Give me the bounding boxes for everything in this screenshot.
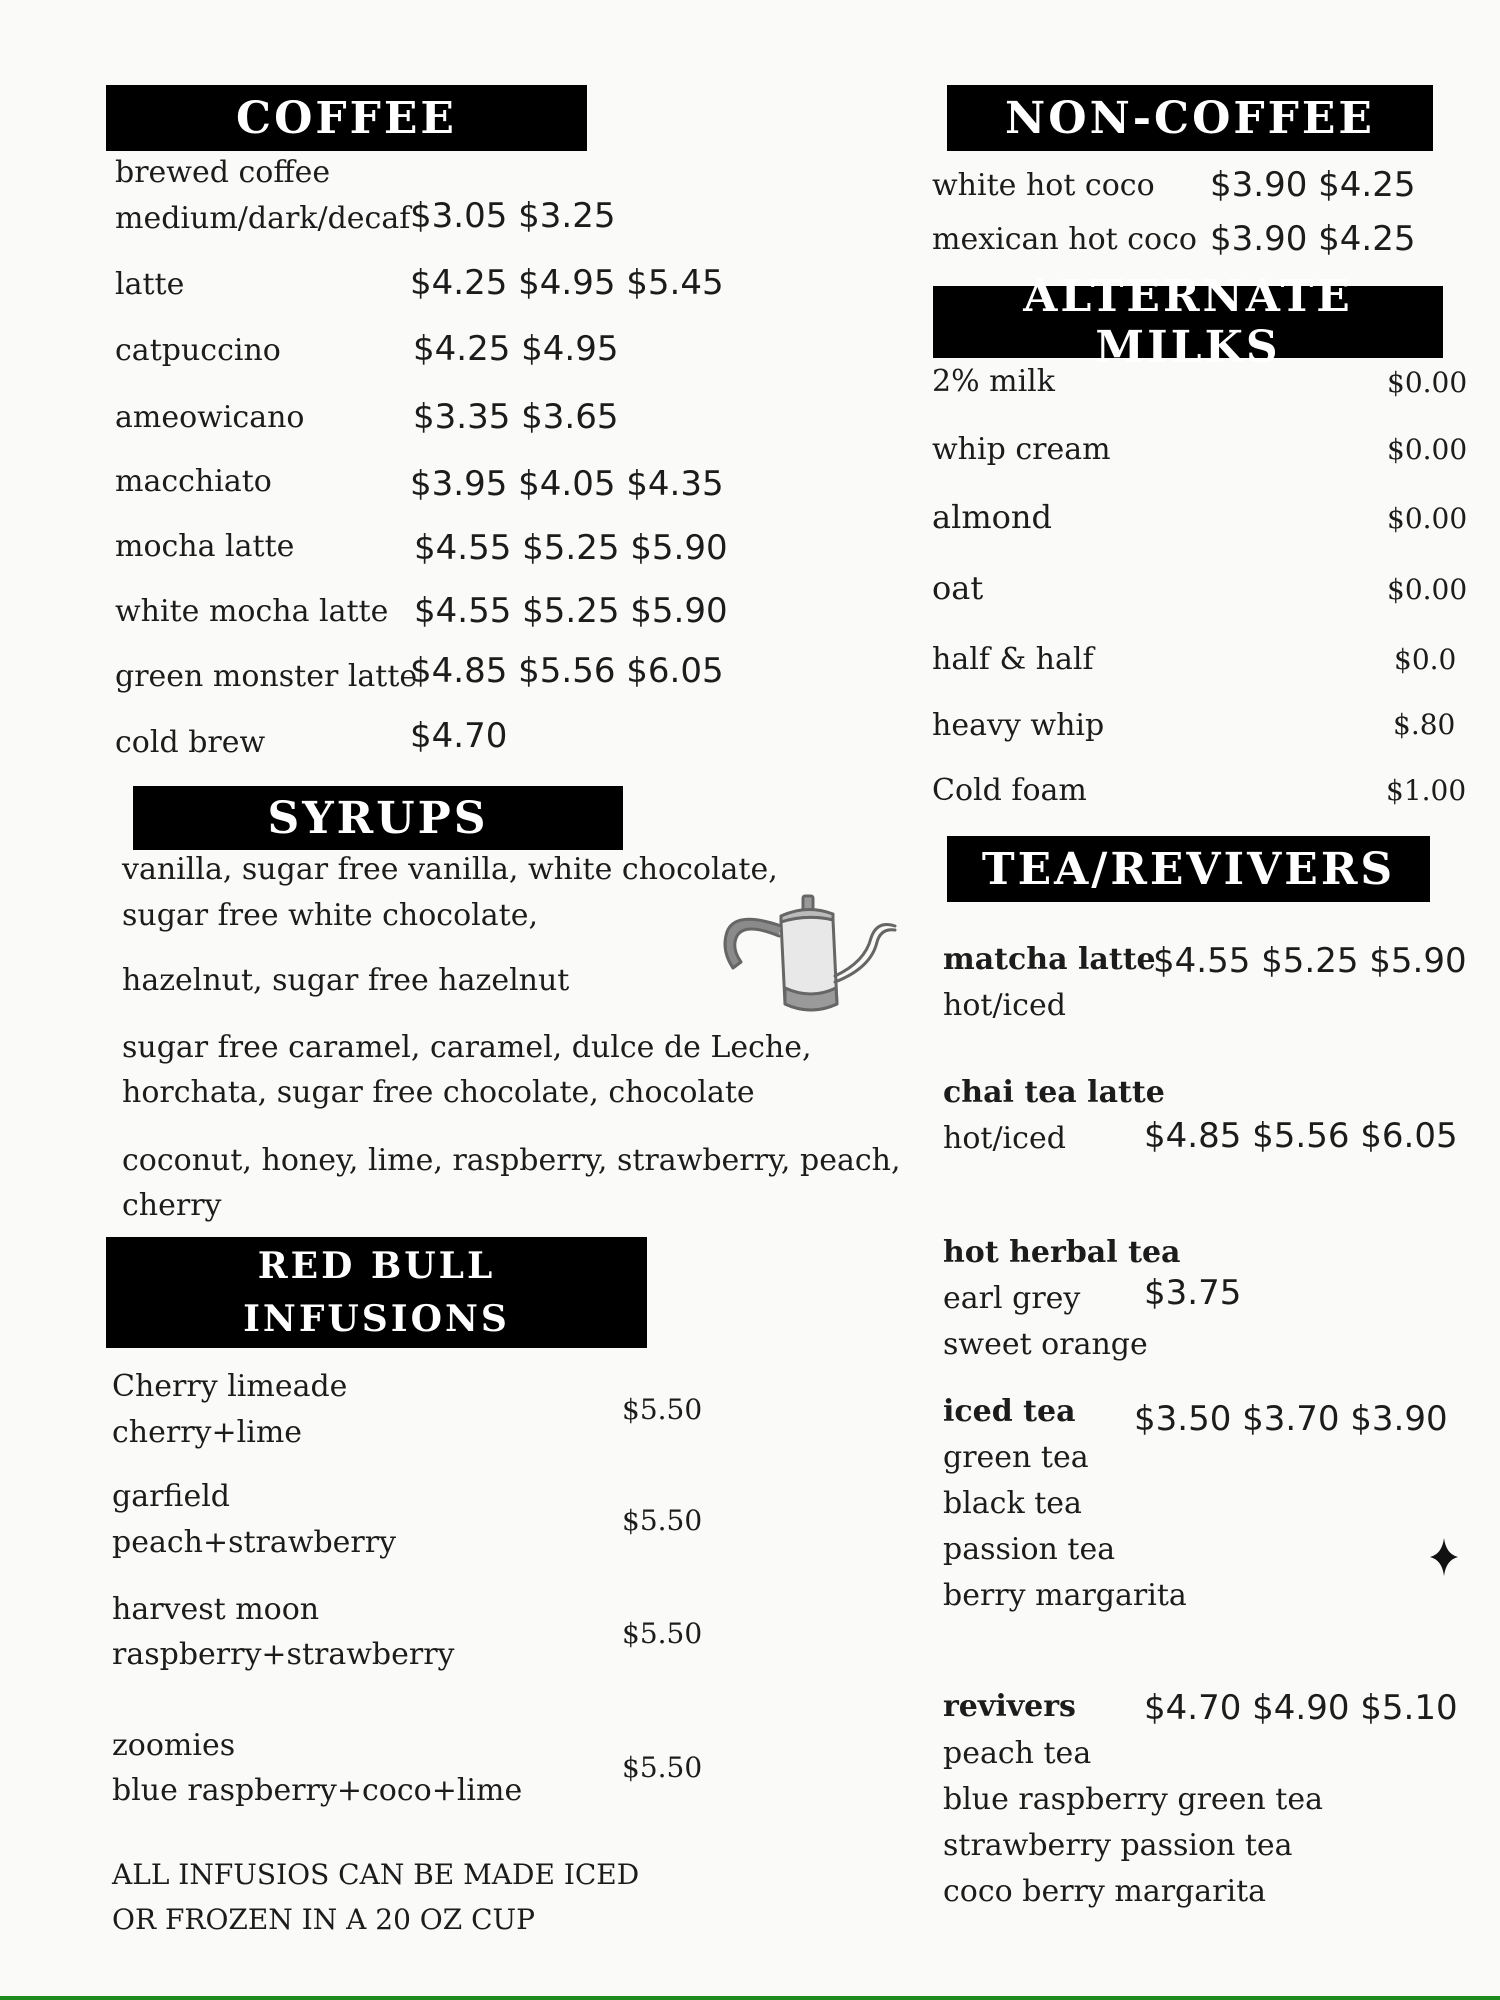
- coffee-item-prices: $4.70: [410, 716, 508, 756]
- milk-item-name: oat: [932, 569, 984, 607]
- coffee-item-name: mocha latte: [115, 529, 295, 564]
- tea-item-name: matcha latte: [943, 942, 1156, 977]
- coffee-item-prices: $4.85 $5.56 $6.05: [410, 651, 724, 691]
- coffee-item-name: latte: [115, 267, 185, 302]
- coffee-item-name: green monster latte: [115, 659, 418, 694]
- tea-item-detail: hot/iced: [943, 1121, 1066, 1156]
- milk-item-price: $1.00: [1386, 774, 1467, 807]
- tea-flavor: berry margarita: [943, 1578, 1187, 1613]
- coffee-item-prices: $4.55 $5.25 $5.90: [414, 591, 728, 631]
- tea-title: TEA/REVIVERS: [981, 843, 1396, 895]
- tea-item-prices: $4.70 $4.90 $5.10: [1144, 1688, 1458, 1728]
- noncoffee-item-name: white hot coco: [932, 168, 1155, 203]
- redbull-title-line1: RED BULL: [257, 1245, 496, 1288]
- milk-item-price: $0.00: [1387, 573, 1468, 606]
- redbull-item-name: harvest moon: [112, 1592, 320, 1627]
- syrups-title: SYRUPS: [267, 792, 489, 844]
- tea-flavor: blue raspberry green tea: [943, 1782, 1323, 1817]
- redbull-item-detail: cherry+lime: [112, 1415, 303, 1450]
- redbull-note-line1: ALL INFUSIOS CAN BE MADE ICED: [112, 1858, 640, 1891]
- milk-item-name: almond: [932, 498, 1053, 536]
- noncoffee-item-prices: $3.90 $4.25: [1210, 165, 1416, 205]
- tea-flavor: peach tea: [943, 1736, 1092, 1771]
- coffee-item-name: macchiato: [115, 464, 272, 499]
- coffee-item-name: medium/dark/decaf: [115, 201, 411, 236]
- milk-item-price: $0.00: [1387, 433, 1468, 466]
- bottom-border: [0, 1996, 1500, 2000]
- redbull-heading: [106, 1237, 647, 1348]
- tea-flavor: passion tea: [943, 1532, 1116, 1567]
- noncoffee-item-prices: $3.90 $4.25: [1210, 219, 1416, 259]
- coffee-item-name: catpuccino: [115, 333, 281, 368]
- coffee-item-prices: $3.35 $3.65: [413, 397, 619, 437]
- milk-item-name: heavy whip: [932, 708, 1105, 743]
- coffee-item-name: white mocha latte: [115, 594, 389, 629]
- coffee-title: COFFEE: [236, 92, 457, 144]
- tea-flavor: black tea: [943, 1486, 1082, 1521]
- tea-flavor: sweet orange: [943, 1327, 1148, 1362]
- redbull-item-price: $5.50: [622, 1751, 703, 1784]
- milk-item-name: 2% milk: [932, 364, 1055, 399]
- tea-item-name: chai tea latte: [943, 1075, 1165, 1110]
- tea-item-name: hot herbal tea: [943, 1235, 1181, 1270]
- tea-item-prices: $4.85 $5.56 $6.05: [1144, 1116, 1458, 1156]
- redbull-title-line2: INFUSIONS: [243, 1297, 510, 1340]
- redbull-item-price: $5.50: [622, 1617, 703, 1650]
- coffee-heading: [106, 85, 587, 151]
- coffee-item-name: cold brew: [115, 725, 266, 760]
- coffee-item-prices: $4.25 $4.95 $5.45: [410, 263, 724, 303]
- milks-heading: [933, 271, 1443, 373]
- tea-flavor: strawberry passion tea: [943, 1828, 1293, 1863]
- syrup-line: horchata, sugar free chocolate, chocolate: [122, 1075, 755, 1110]
- gooseneck-kettle-icon: [715, 892, 900, 1032]
- tea-item-prices: $4.55 $5.25 $5.90: [1153, 941, 1467, 981]
- redbull-item-detail: peach+strawberry: [112, 1525, 397, 1560]
- redbull-item-name: garfield: [112, 1479, 230, 1514]
- redbull-item-name: zoomies: [112, 1728, 236, 1763]
- redbull-item-price: $5.50: [622, 1504, 703, 1537]
- tea-item-name: iced tea: [943, 1394, 1076, 1429]
- milk-item-name: Cold foam: [932, 773, 1087, 808]
- syrup-line: hazelnut, sugar free hazelnut: [122, 963, 570, 998]
- coffee-item-name: brewed coffee: [115, 155, 331, 190]
- coffee-item-prices: $4.25 $4.95: [413, 329, 619, 369]
- syrup-line: cherry: [122, 1188, 222, 1223]
- redbull-item-name: Cherry limeade: [112, 1369, 348, 1404]
- milk-item-name: half & half: [932, 642, 1094, 677]
- tea-item-prices: $3.50 $3.70 $3.90: [1134, 1399, 1448, 1439]
- sparkle-icon: [1430, 1538, 1458, 1576]
- coffee-item-prices: $3.95 $4.05 $4.35: [410, 464, 724, 504]
- tea-flavor: earl grey: [943, 1281, 1081, 1316]
- milk-item-price: $0.00: [1387, 502, 1468, 535]
- syrup-line: coconut, honey, lime, raspberry, strawberry, peach,: [122, 1143, 901, 1178]
- coffee-item-prices: $4.55 $5.25 $5.90: [414, 528, 728, 568]
- noncoffee-title: NON-COFFEE: [1005, 92, 1375, 144]
- syrup-line: sugar free caramel, caramel, dulce de Leche,: [122, 1030, 812, 1065]
- redbull-item-detail: raspberry+strawberry: [112, 1637, 455, 1672]
- noncoffee-heading: [947, 85, 1433, 151]
- tea-flavor: green tea: [943, 1440, 1089, 1475]
- syrups-heading: [133, 786, 623, 850]
- noncoffee-item-name: mexican hot coco: [932, 222, 1197, 257]
- redbull-note-line2: OR FROZEN IN A 20 OZ CUP: [112, 1903, 535, 1936]
- tea-item-detail: hot/iced: [943, 988, 1066, 1023]
- redbull-item-detail: blue raspberry+coco+lime: [112, 1773, 523, 1808]
- coffee-item-prices: $3.05 $3.25: [410, 196, 616, 236]
- tea-heading: [947, 836, 1430, 902]
- syrup-line: vanilla, sugar free vanilla, white chocolate,: [122, 852, 778, 887]
- tea-item-name: revivers: [943, 1689, 1076, 1724]
- tea-item-prices: $3.75: [1144, 1273, 1242, 1313]
- coffee-item-name: ameowicano: [115, 400, 305, 435]
- milk-item-price: $.80: [1393, 708, 1456, 741]
- milks-title: ALTERNATE MILKS: [1023, 271, 1353, 373]
- syrup-line: sugar free white chocolate,: [122, 898, 538, 933]
- redbull-item-price: $5.50: [622, 1393, 703, 1426]
- tea-flavor: coco berry margarita: [943, 1874, 1267, 1909]
- milk-item-name: whip cream: [932, 432, 1111, 467]
- milk-item-price: $0.00: [1387, 366, 1468, 399]
- milk-item-price: $0.0: [1394, 643, 1457, 676]
